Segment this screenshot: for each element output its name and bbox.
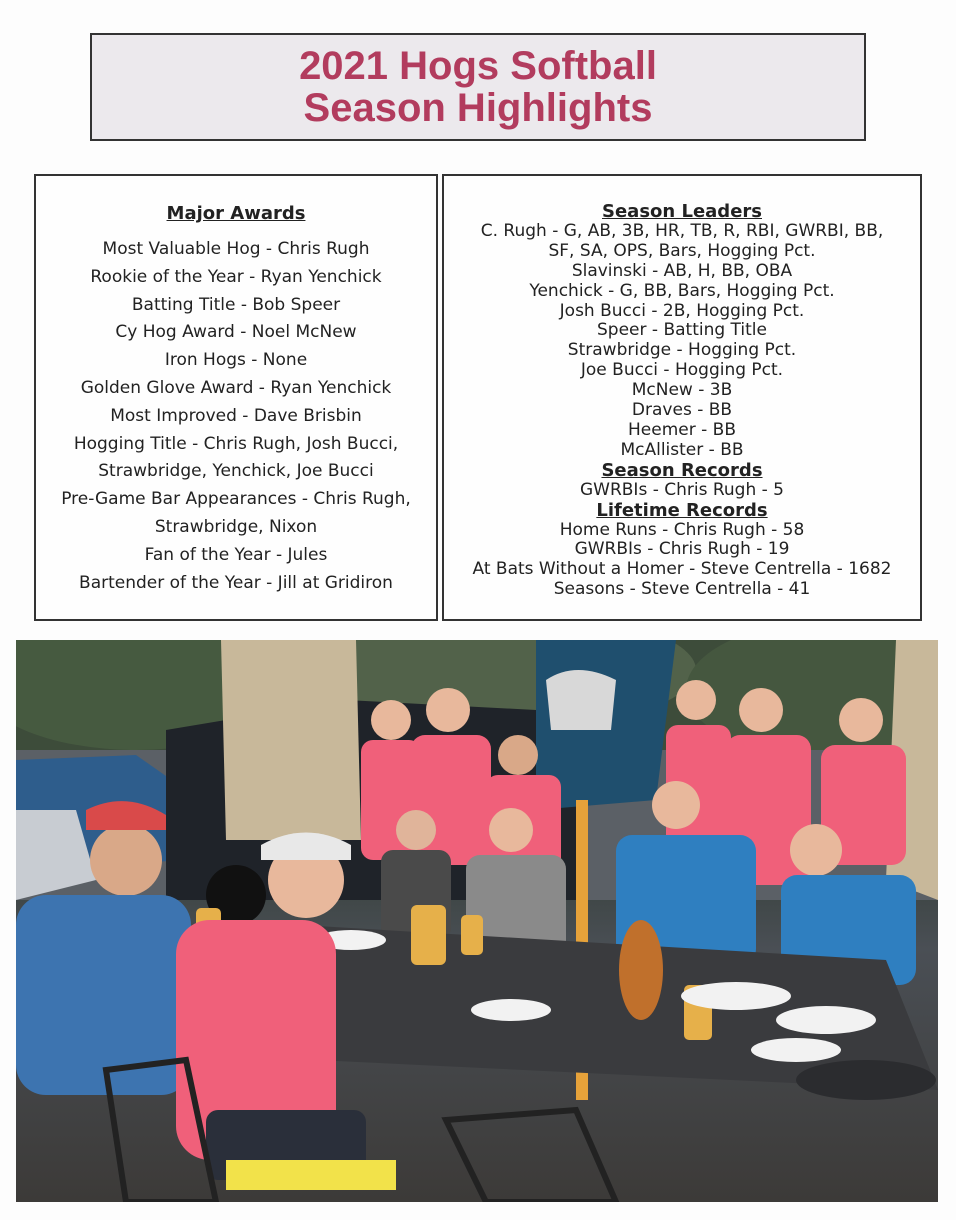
lifetime-records-heading: Lifetime Records — [596, 499, 768, 521]
leader-line: C. Rugh - G, AB, 3B, HR, TB, R, RBI, GWRBI, BB, — [480, 220, 884, 241]
award-line: Most Improved - Dave Brisbin — [110, 405, 362, 426]
title-banner — [90, 33, 866, 141]
team-photo-illustration — [16, 640, 938, 1202]
leader-line: Draves - BB — [631, 400, 733, 421]
leader-line: Heemer - BB — [628, 419, 736, 440]
award-line: Hogging Title - Chris Rugh, Josh Bucci, — [73, 433, 399, 454]
title-line-1: 2021 Hogs Softball — [299, 44, 657, 88]
leader-line: Speer - Batting Title — [597, 320, 767, 341]
title-line-2: Season Highlights — [303, 86, 653, 130]
award-line: Cy Hog Award - Noel McNew — [115, 322, 357, 343]
lifetime-record-line: Home Runs - Chris Rugh - 58 — [559, 519, 805, 540]
lifetime-record-line: At Bats Without a Homer - Steve Centrella - 1682 — [472, 559, 892, 580]
lifetime-record-line: GWRBIs - Chris Rugh - 19 — [574, 539, 790, 560]
leader-line: McAllister - BB — [620, 439, 744, 460]
award-line: Bartender of the Year - Jill at Gridiron — [79, 572, 393, 593]
award-line: Pre-Game Bar Appearances - Chris Rugh, — [61, 489, 411, 510]
major-awards-list — [36, 236, 436, 597]
leader-line: SF, SA, OPS, Bars, Hogging Pct. — [548, 240, 816, 261]
major-awards-heading: Major Awards — [166, 203, 306, 224]
major-awards-panel — [34, 174, 438, 621]
award-line: Fan of the Year - Jules — [144, 544, 328, 565]
leader-line: Strawbridge - Hogging Pct. — [567, 340, 797, 361]
lifetime-record-line: Seasons - Steve Centrella - 41 — [553, 579, 811, 600]
leader-line: McNew - 3B — [631, 380, 733, 401]
leader-line: Joe Bucci - Hogging Pct. — [580, 360, 784, 381]
team-photo — [16, 640, 938, 1202]
award-line: Batting Title - Bob Speer — [131, 294, 341, 315]
award-line: Most Valuable Hog - Chris Rugh — [102, 239, 370, 259]
award-line: Iron Hogs - None — [164, 350, 308, 371]
season-record-line: GWRBIs - Chris Rugh - 5 — [579, 479, 785, 500]
award-line: Golden Glove Award - Ryan Yenchick — [80, 377, 392, 398]
leader-line: Yenchick - G, BB, Bars, Hogging Pct. — [529, 280, 835, 301]
season-records-heading: Season Records — [601, 459, 763, 481]
leader-line: Slavinski - AB, H, BB, OBA — [571, 260, 793, 281]
leader-line: Josh Bucci - 2B, Hogging Pct. — [559, 300, 805, 321]
award-line: Rookie of the Year - Ryan Yenchick — [90, 266, 382, 287]
leaders-records-panel — [442, 174, 922, 621]
season-leaders-heading: Season Leaders — [602, 201, 762, 222]
award-line: Strawbridge, Nixon — [154, 516, 318, 537]
award-line: Strawbridge, Yenchick, Joe Bucci — [98, 461, 374, 482]
